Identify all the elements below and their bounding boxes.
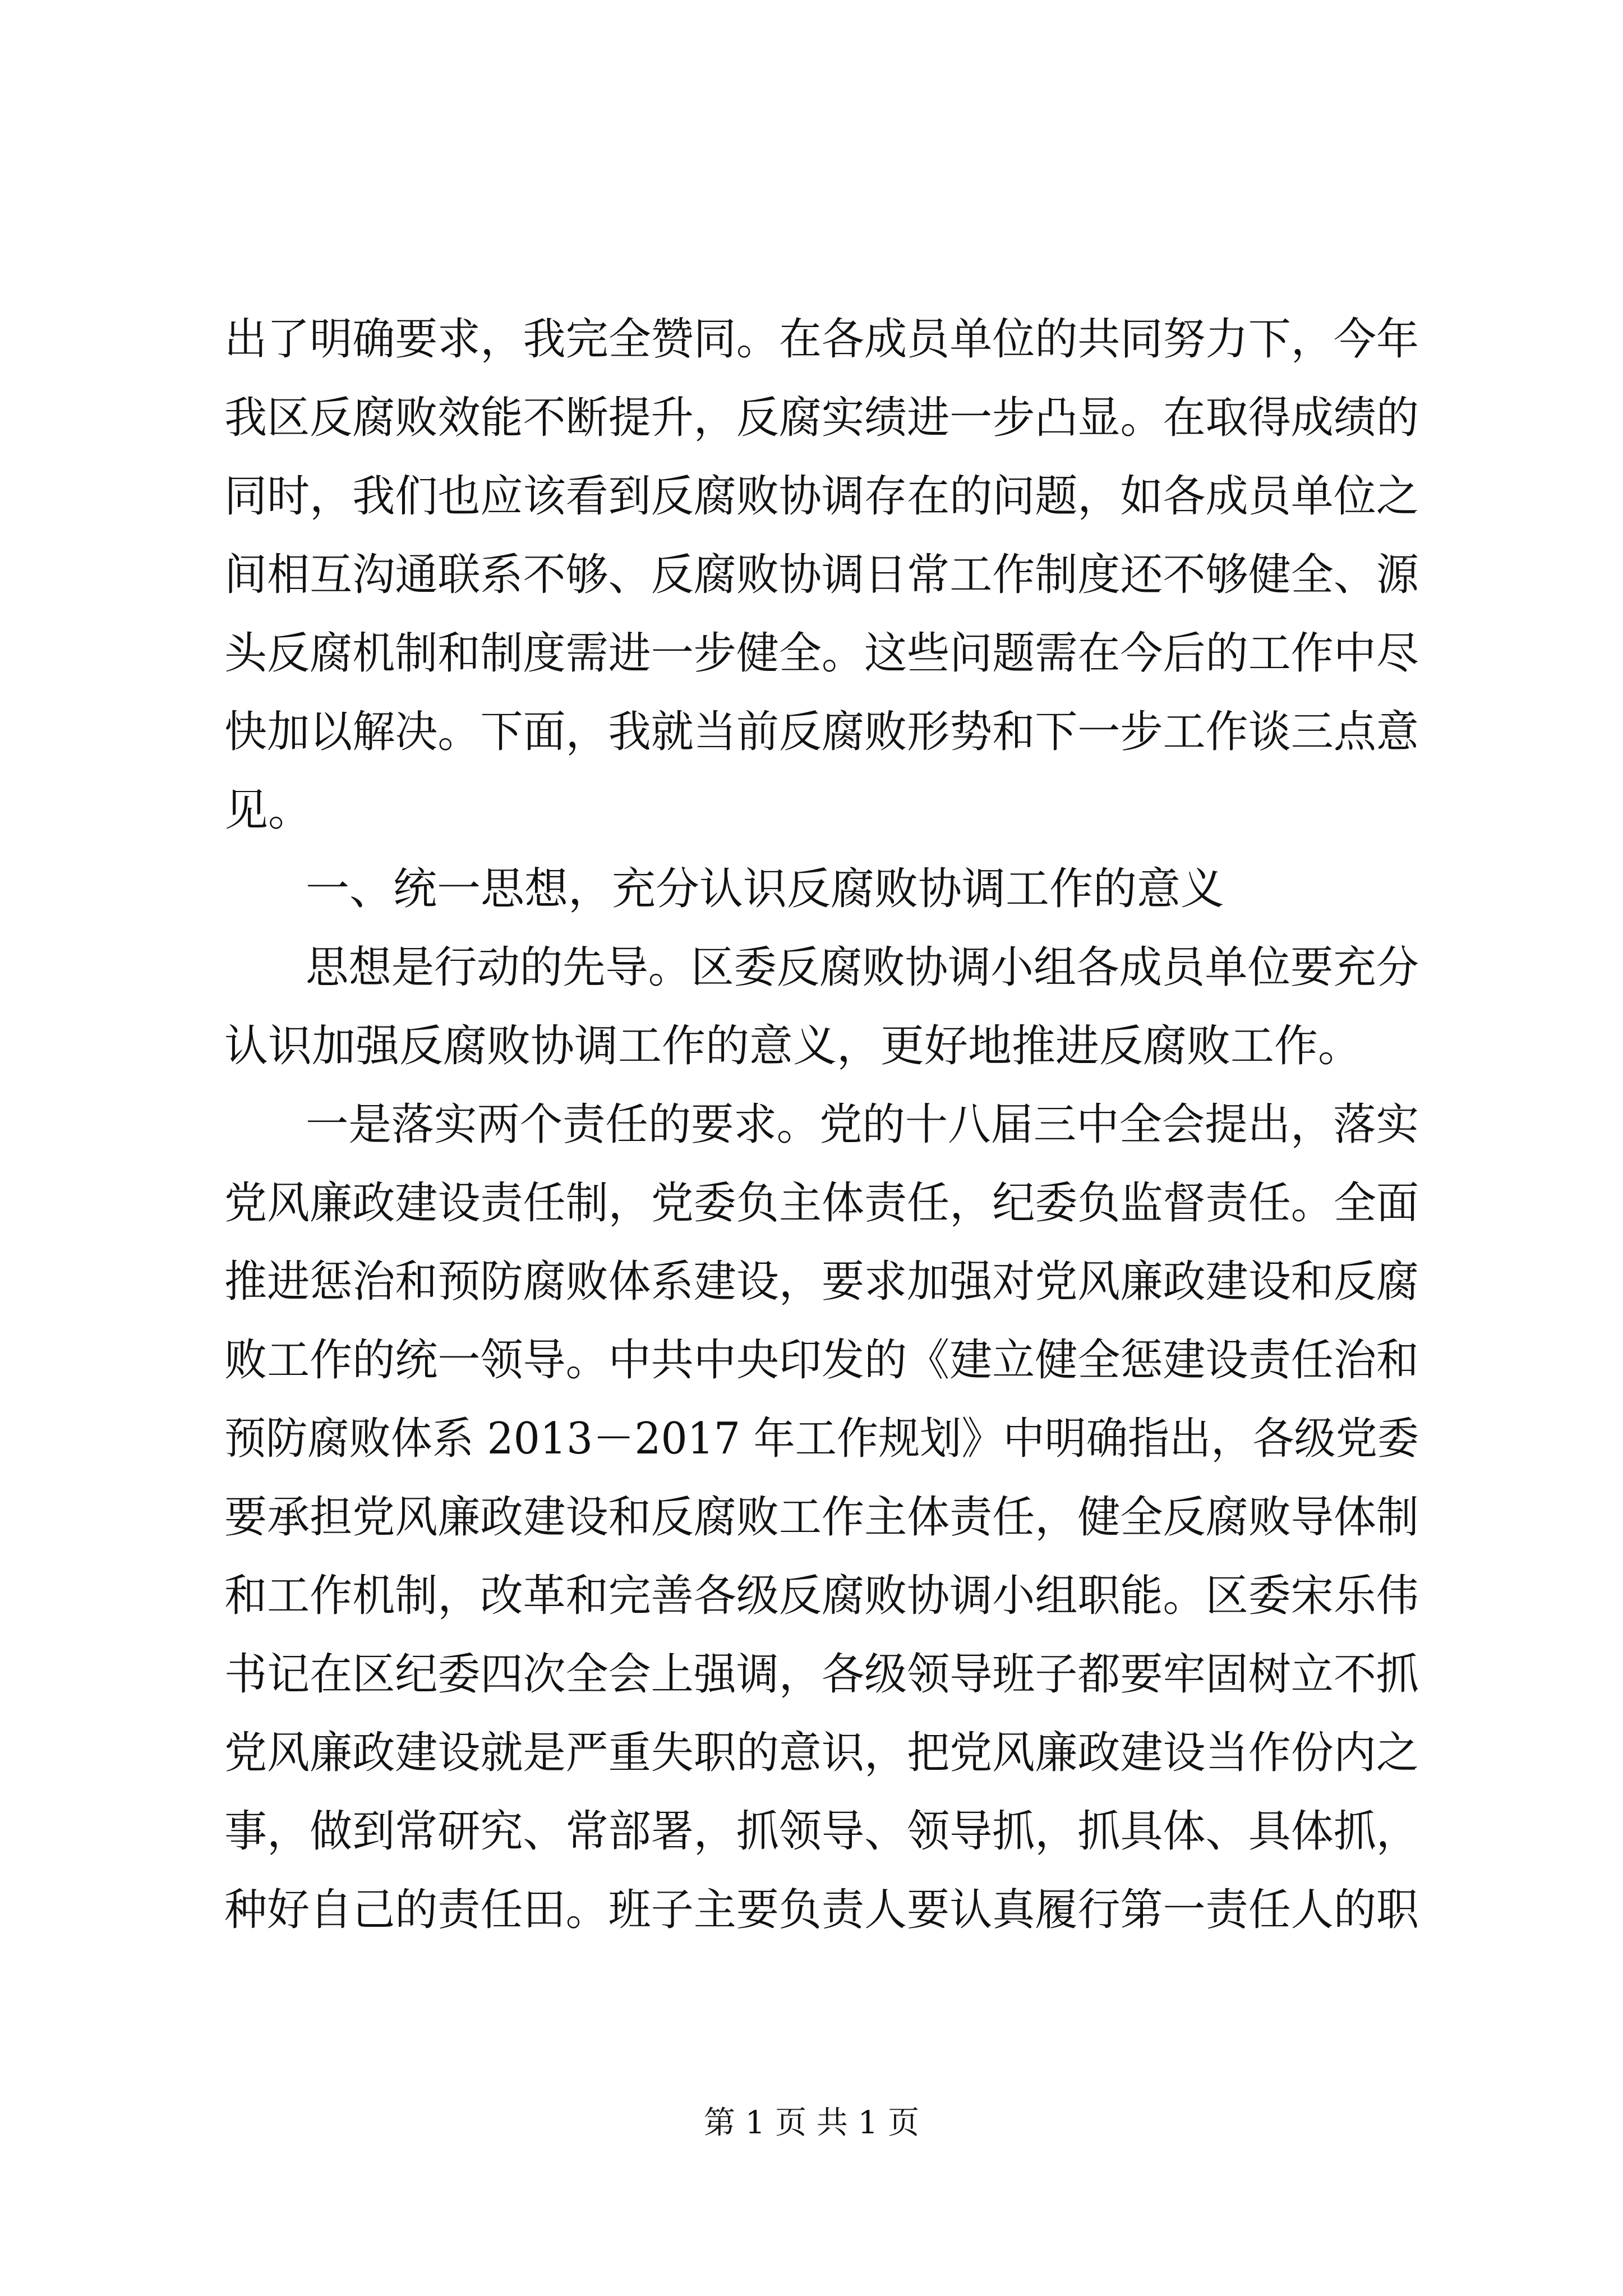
text-line: 党风廉政建设就是严重失职的意识，把党风廉政建设当作份内之 bbox=[224, 1728, 1419, 1778]
text-line: 书记在区纪委四次全会上强调，各级领导班子都要牢固树立不抓 bbox=[224, 1649, 1419, 1700]
text-line: 思想是行动的先导。区委反腐败协调小组各成员单位要充分 bbox=[306, 942, 1419, 993]
text-line: 快加以解决。下面，我就当前反腐败形势和下一步工作谈三点意 bbox=[224, 707, 1419, 757]
text-line: 同时，我们也应该看到反腐败协调存在的问题，如各成员单位之 bbox=[224, 471, 1419, 522]
page-footer: 第 1 页 共 1 页 bbox=[703, 2105, 920, 2141]
section-heading: 一、统一思想，充分认识反腐败协调工作的意义 bbox=[306, 864, 1225, 914]
text-line: 间相互沟通联系不够、反腐败协调日常工作制度还不够健全、源 bbox=[224, 550, 1419, 600]
text-line: 预防腐败体系 2013－2017 年工作规划》中明确指出，各级党委 bbox=[224, 1414, 1419, 1464]
text-line: 见。 bbox=[224, 785, 312, 836]
text-line: 认识加强反腐败协调工作的意义，更好地推进反腐败工作。 bbox=[224, 1021, 1362, 1071]
text-line: 头反腐机制和制度需进一步健全。这些问题需在今后的工作中尽 bbox=[224, 628, 1419, 679]
text-line: 种好自己的责任田。班子主要负责人要认真履行第一责任人的职 bbox=[224, 1885, 1419, 1935]
text-line: 推进惩治和预防腐败体系建设，要求加强对党风廉政建设和反腐 bbox=[224, 1257, 1419, 1307]
text-line: 党风廉政建设责任制，党委负主体责任，纪委负监督责任。全面 bbox=[224, 1178, 1419, 1228]
text-line: 事，做到常研究、常部署，抓领导、领导抓，抓具体、具体抓， bbox=[224, 1806, 1419, 1857]
text-line: 败工作的统一领导。中共中央印发的《建立健全惩建设责任治和 bbox=[224, 1335, 1419, 1386]
text-line: 出了明确要求，我完全赞同。在各成员单位的共同努力下，今年 bbox=[224, 314, 1419, 365]
text-line: 我区反腐败效能不断提升，反腐实绩进一步凸显。在取得成绩的 bbox=[224, 393, 1419, 443]
text-line: 和工作机制，改革和完善各级反腐败协调小组职能。区委宋乐伟 bbox=[224, 1571, 1419, 1621]
text-line: 一是落实两个责任的要求。党的十八届三中全会提出，落实 bbox=[306, 1099, 1419, 1150]
text-line: 要承担党风廉政建设和反腐败工作主体责任，健全反腐败导体制 bbox=[224, 1492, 1419, 1543]
